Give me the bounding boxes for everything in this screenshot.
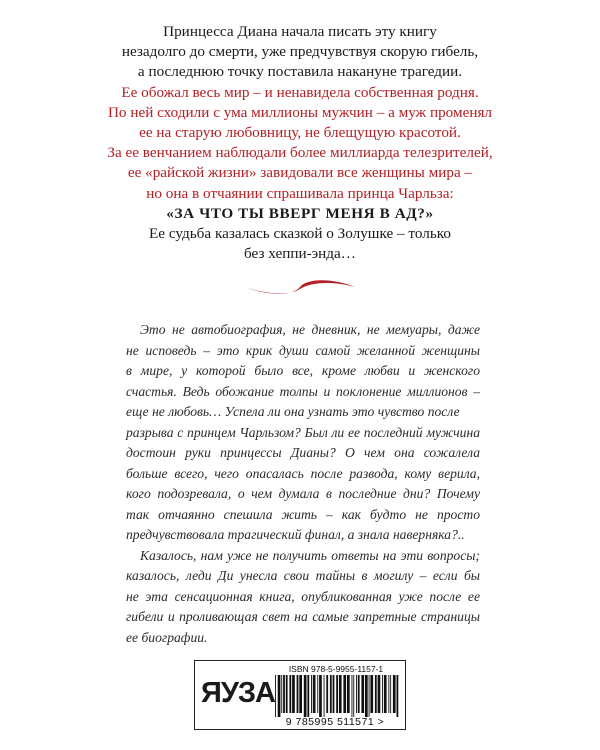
barcode-bar [378, 675, 381, 713]
barcode-digits: 9 785995 511571 > [285, 716, 385, 728]
description-line: гибели и проливающая свет на самые запретные страницы [126, 609, 480, 624]
barcode-bar [289, 675, 291, 713]
barcode-bar [343, 675, 346, 713]
promo-headline: «ЗА ЧТО ТЫ ВВЕРГ МЕНЯ В АД?» [166, 204, 434, 222]
promo-line: Ее судьба казалась сказкой о Золушке – только [149, 225, 451, 243]
barcode-bar [278, 675, 281, 717]
publisher-logo-text: ЯУЗА [201, 677, 275, 709]
barcode-bar [311, 675, 312, 713]
barcode-bar [283, 675, 285, 713]
promo-line: но она в отчаянии спрашивала принца Чарльза: [146, 184, 454, 202]
barcode-bar [292, 675, 295, 713]
barcode-bar [356, 675, 357, 713]
barcode-bar [382, 675, 383, 713]
barcode-bar [358, 675, 360, 713]
barcode-bar [330, 675, 332, 713]
barcode-bar [275, 675, 276, 717]
description-line: счастья. Ведь обожание толпы и поклонение миллионов – [126, 383, 480, 399]
barcode-bar [384, 675, 387, 713]
promo-line: ее на старую любовницу, не блещущую красотой. [139, 124, 461, 142]
promo-line: За ее венчанием наблюдали более миллиарда телезрителей, [107, 144, 493, 162]
promo-line: По ней сходили с ума миллионы мужчин – а муж променял [107, 103, 493, 121]
description-line: не исповедь – это крик души самой желанной женщины [126, 342, 480, 358]
decorative-flourish [243, 276, 357, 298]
promo-line: Принцесса Диана начала писать эту книгу [163, 23, 437, 40]
promo-line: незадолго до смерти, уже предчувствуя скорую гибель, [121, 43, 479, 61]
barcode-bar [336, 675, 338, 713]
barcode-bar [333, 675, 335, 713]
barcode-bar [369, 675, 370, 717]
barcode-panel [194, 660, 406, 730]
description-line: так отчаянно спешила жить – как будто не просто [126, 506, 480, 522]
description-line: предчувствовала трагический финал, а знала наверняка?.. [126, 527, 465, 542]
barcode-bar [353, 675, 354, 717]
description-text-block [126, 320, 480, 648]
barcode-bar [388, 675, 389, 713]
description-line: Казалось, нам уже не получить ответы на эти вопросы; [140, 547, 480, 563]
barcode-bar [375, 675, 377, 713]
barcode-bar [339, 675, 342, 713]
promo-line: без хеппи-энда… [244, 245, 356, 263]
barcode-bar [313, 675, 316, 713]
description-line: не эта сенсационная книга, опубликованная уже после ее [126, 588, 480, 604]
barcode-bar [352, 675, 353, 717]
description-line: Это не автобиография, не дневник, не мемуары, даже [140, 322, 480, 337]
barcode-bar [390, 675, 391, 713]
description-line: больше всего, чего опасалась после развода, кому верила, [126, 465, 480, 481]
barcode-bar [397, 675, 399, 717]
barcode-bar [317, 675, 318, 713]
promo-line: а последнюю точку поставила накануне трагедии. [137, 63, 463, 81]
promo-line: ее «райской жизни» завидовали все женщины мира – [127, 164, 473, 182]
barcode-bar [299, 675, 302, 713]
description-line: разрыва с принцем Чарльзом? Был ли ее последний мужчина [126, 424, 480, 440]
publisher-logo [201, 678, 275, 708]
barcode-bar [319, 675, 322, 717]
description-line: достоин руки принцессы Дианы? О чем она сожалела [126, 445, 480, 460]
description-line: еще не любовь… Успела ли она узнать это чувство после [126, 404, 460, 419]
barcode-bars [273, 675, 401, 717]
description-line: ее биографии. [126, 629, 208, 645]
barcode-bar [307, 675, 309, 717]
description-line: казалось, леди Ди унесла свои тайны в могилу – если бы [126, 568, 480, 583]
promo-line: Ее обожал весь мир – и ненавидела собственная родня. [121, 83, 479, 101]
barcode-bar [297, 675, 299, 713]
promo-text-block [60, 22, 540, 264]
barcode-bar [347, 675, 350, 713]
barcode-bar [304, 675, 307, 717]
isbn-label: ISBN 978-5-9955-1157-1 [288, 664, 384, 674]
barcode-bar [370, 675, 373, 713]
description-line: кого подозревала, о чем думала в последние дни? Почему [126, 486, 480, 501]
barcode-bar [365, 675, 368, 717]
barcode-bar [326, 675, 328, 713]
barcode-bar [361, 675, 364, 713]
barcode-bar [324, 675, 325, 717]
description-line: в мире, у которой было все, кроме любви и женского [126, 363, 480, 378]
barcode-bar [286, 675, 288, 713]
barcode-bar [393, 675, 396, 713]
barcode-bar [281, 675, 282, 713]
